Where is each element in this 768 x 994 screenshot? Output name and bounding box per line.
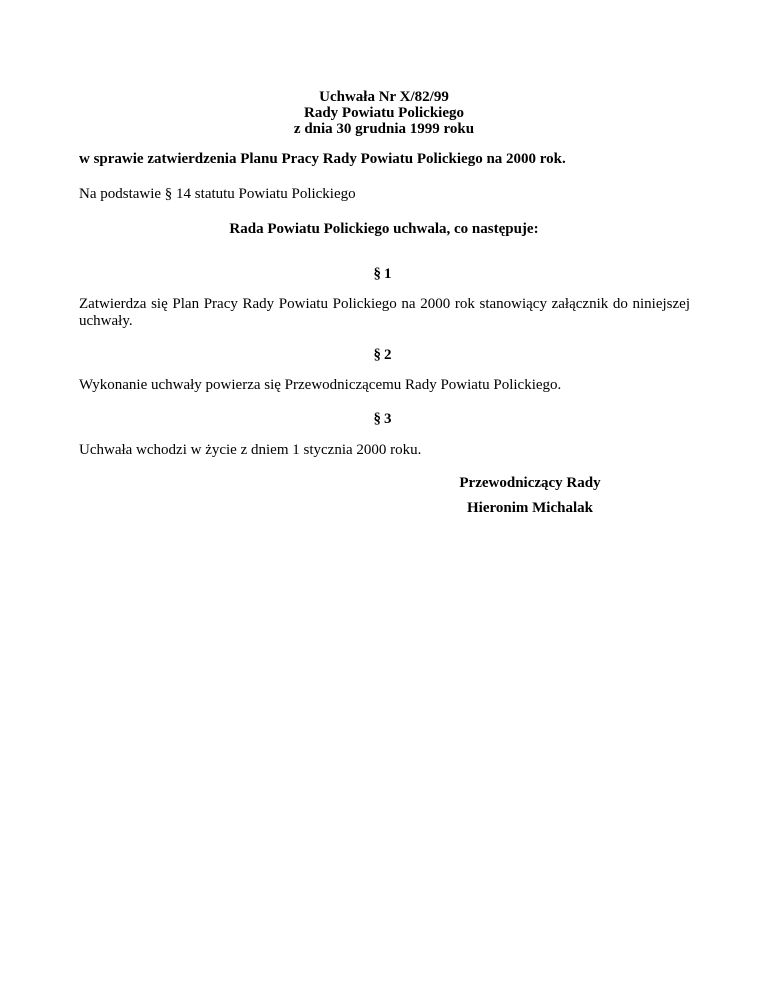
section-text-3: Uchwała wchodzi w życie z dniem 1 stycznia 2000 roku. [79, 442, 422, 458]
section-mark-2: §2 [373, 347, 395, 363]
signature-name: Hieronim Michalak [467, 500, 593, 516]
signature-role: Przewodniczący Rady [459, 475, 601, 491]
council-name: Rady Powiatu Polickiego [304, 105, 464, 121]
resolution-date: z dnia 30 grudnia 1999 roku [293, 121, 475, 137]
legal-basis: Na podstawie § 14 statutu Powiatu Polickiego [79, 186, 356, 202]
resolution-subject: w sprawie zatwierdzenia Planu Pracy Rady Powiatu Polickiego na 2000 rok. [79, 151, 566, 167]
section-text-1: Zatwierdza się Plan Pracy Rady Powiatu Polickiego na 2000 rok stanowiący załącznik do niniejszej uchwały. [79, 296, 690, 329]
resolution-number: Uchwała Nr X/82/99 [319, 89, 449, 105]
section-mark-1: §1 [373, 266, 395, 282]
section-mark-3: §3 [373, 411, 395, 427]
section-text-2: Wykonanie uchwały powierza się Przewodniczącemu Rady Powiatu Polickiego. [79, 377, 562, 393]
resolution-header [0, 89, 768, 137]
resolves-clause: Rada Powiatu Polickiego uchwala, co następuje: [229, 221, 539, 237]
